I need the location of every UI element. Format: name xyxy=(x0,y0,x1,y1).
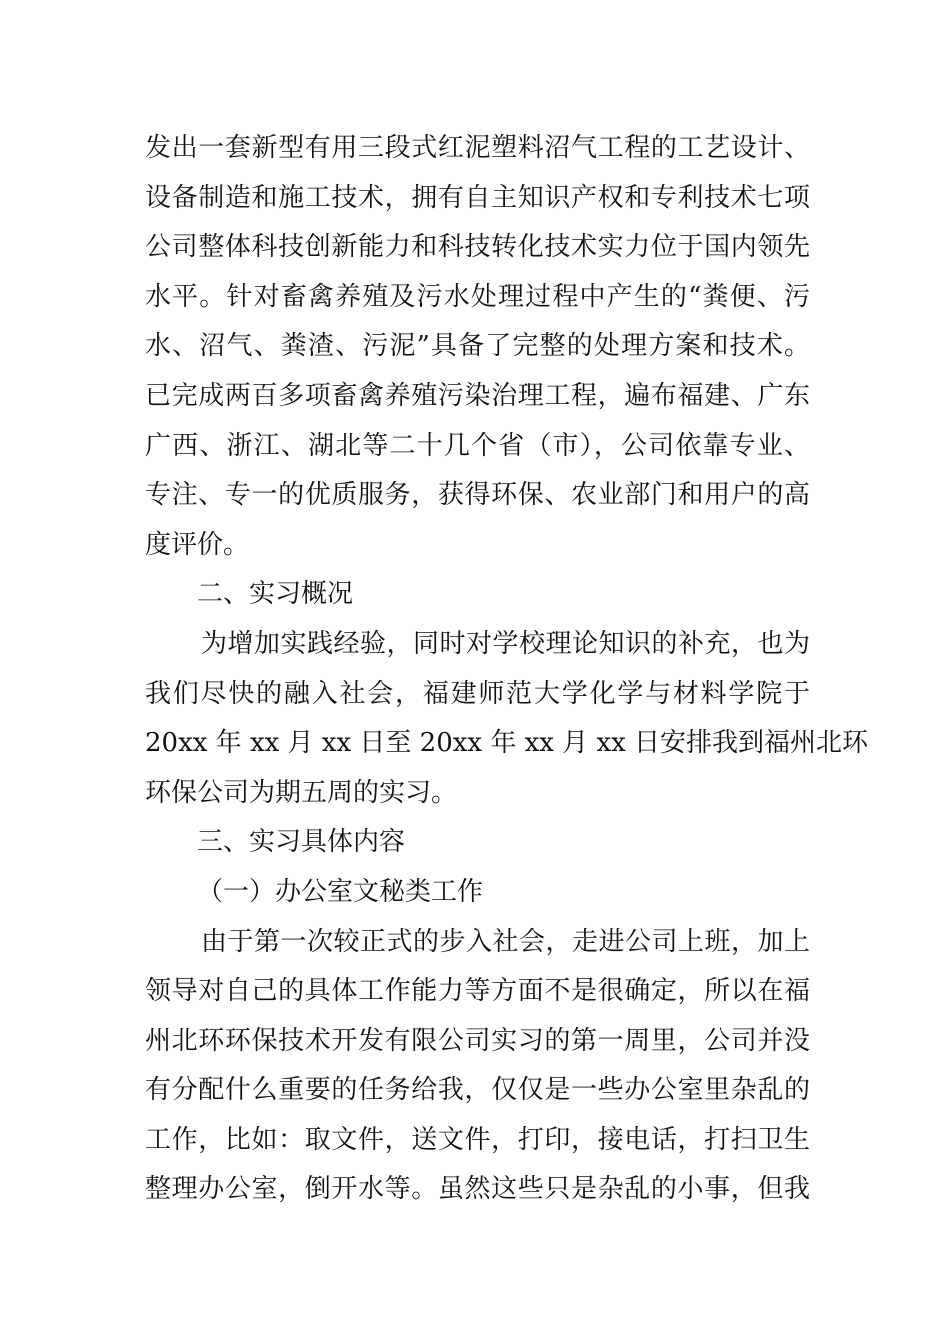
text-line: 州北环环保技术开发有限公司实习的第一周里，公司并没 xyxy=(145,1025,810,1056)
text-line: 20xx 年 xx 月 xx 日至 20xx 年 xx 月 xx 日安排我到福州北环 xyxy=(145,728,869,759)
text-line: 水、沼气、粪渣、污泥”具备了完整的处理方案和技术。 xyxy=(145,331,810,362)
text-line: 有分配什么重要的任务给我，仅仅是一些办公室里杂乱的 xyxy=(145,1075,810,1106)
text-line: 已完成两百多项畜禽养殖污染治理工程，遍布福建、广东 xyxy=(145,380,810,411)
text-line: 为增加实践经验，同时对学校理论知识的补充，也为 xyxy=(201,628,810,659)
text-line: 由于第一次较正式的步入社会，走进公司上班，加上 xyxy=(201,926,810,957)
text-line: 发出一套新型有用三段式红泥塑料沼气工程的工艺设计、 xyxy=(145,133,810,163)
text-line: 领导对自己的具体工作能力等方面不是很确定，所以在福 xyxy=(145,976,810,1007)
text-line: 水平。针对畜禽养殖及污水处理过程中产生的“粪便、污 xyxy=(145,281,810,312)
text-line: 工作，比如：取文件，送文件，打印，接电话，打扫卫生 xyxy=(145,1124,810,1155)
section-heading: 二、实习概况 xyxy=(197,579,354,610)
text-line: 度评价。 xyxy=(145,529,250,560)
document-body xyxy=(145,124,869,1215)
text-line: 整理办公室，倒开水等。虽然这些只是杂乱的小事，但我 xyxy=(145,1174,810,1205)
section-heading: 三、实习具体内容 xyxy=(197,827,406,858)
text-line: 公司整体科技创新能力和科技转化技术实力位于国内领先 xyxy=(145,232,810,263)
text-line: 环保公司为期五周的实习。 xyxy=(145,777,458,808)
text-line: 设备制造和施工技术，拥有自主知识产权和专利技术七项 xyxy=(145,182,810,213)
subsection-heading: （一）办公室文秘类工作 xyxy=(197,876,484,907)
text-line: 专注、专一的优质服务，获得环保、农业部门和用户的高 xyxy=(145,480,810,511)
text-line: 广西、浙江、湖北等二十几个省（市），公司依靠专业、 xyxy=(145,430,810,461)
text-line: 我们尽快的融入社会，福建师范大学化学与材料学院于 xyxy=(145,678,810,709)
